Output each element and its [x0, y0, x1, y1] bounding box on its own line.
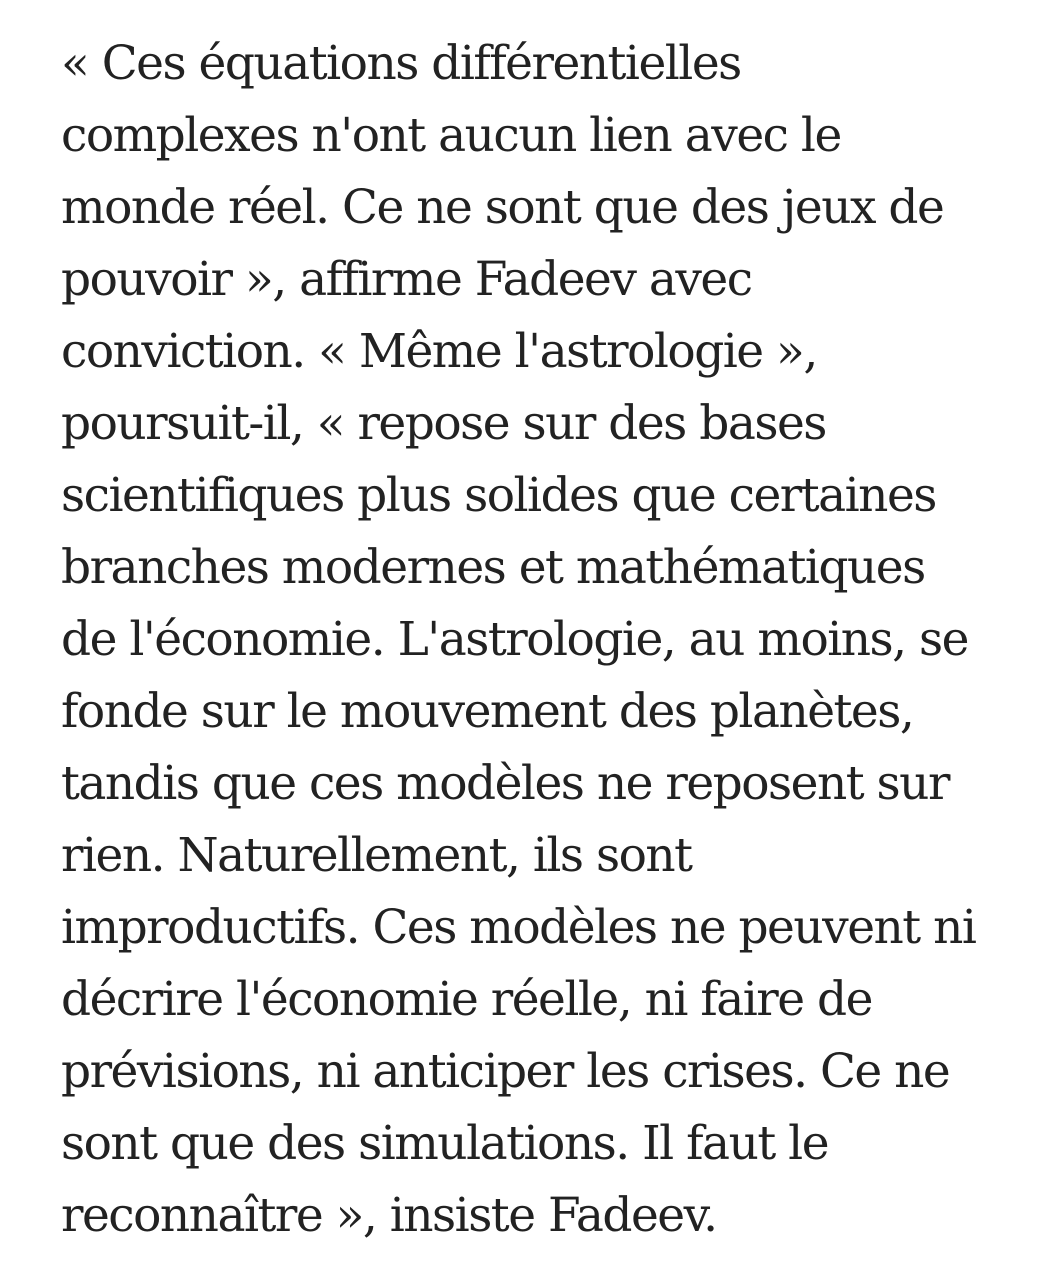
paragraph-line: décrire l'économie réelle, ni faire de: [61, 972, 872, 1027]
paragraph-line: reconnaître », insiste Fadeev.: [61, 1188, 717, 1243]
paragraph-line: poursuit-il, « repose sur des bases: [61, 396, 826, 451]
paragraph-line: fonde sur le mouvement des planètes,: [61, 684, 914, 739]
paragraph-line: prévisions, ni anticiper les crises. Ce ne: [61, 1044, 950, 1099]
article-body: [61, 28, 1036, 1252]
paragraph-line: complexes n'ont aucun lien avec le: [61, 108, 841, 163]
paragraph-line: branches modernes et mathématiques: [61, 540, 925, 595]
paragraph-line: conviction. « Même l'astrologie »,: [61, 324, 817, 379]
paragraph-line: monde réel. Ce ne sont que des jeux de: [61, 180, 944, 235]
paragraph-line: improductifs. Ces modèles ne peuvent ni: [61, 900, 976, 955]
paragraph-line: sont que des simulations. Il faut le: [61, 1116, 829, 1171]
paragraph-line: « Ces équations différentielles: [61, 36, 741, 91]
paragraph-line: tandis que ces modèles ne reposent sur: [61, 756, 949, 811]
paragraph-line: pouvoir », affirme Fadeev avec: [61, 252, 752, 307]
paragraph-line: de l'économie. L'astrologie, au moins, se: [61, 612, 968, 667]
paragraph-line: rien. Naturellement, ils sont: [61, 828, 692, 883]
quote-paragraph: [61, 28, 1036, 1252]
paragraph-line: scientifiques plus solides que certaines: [61, 468, 936, 523]
